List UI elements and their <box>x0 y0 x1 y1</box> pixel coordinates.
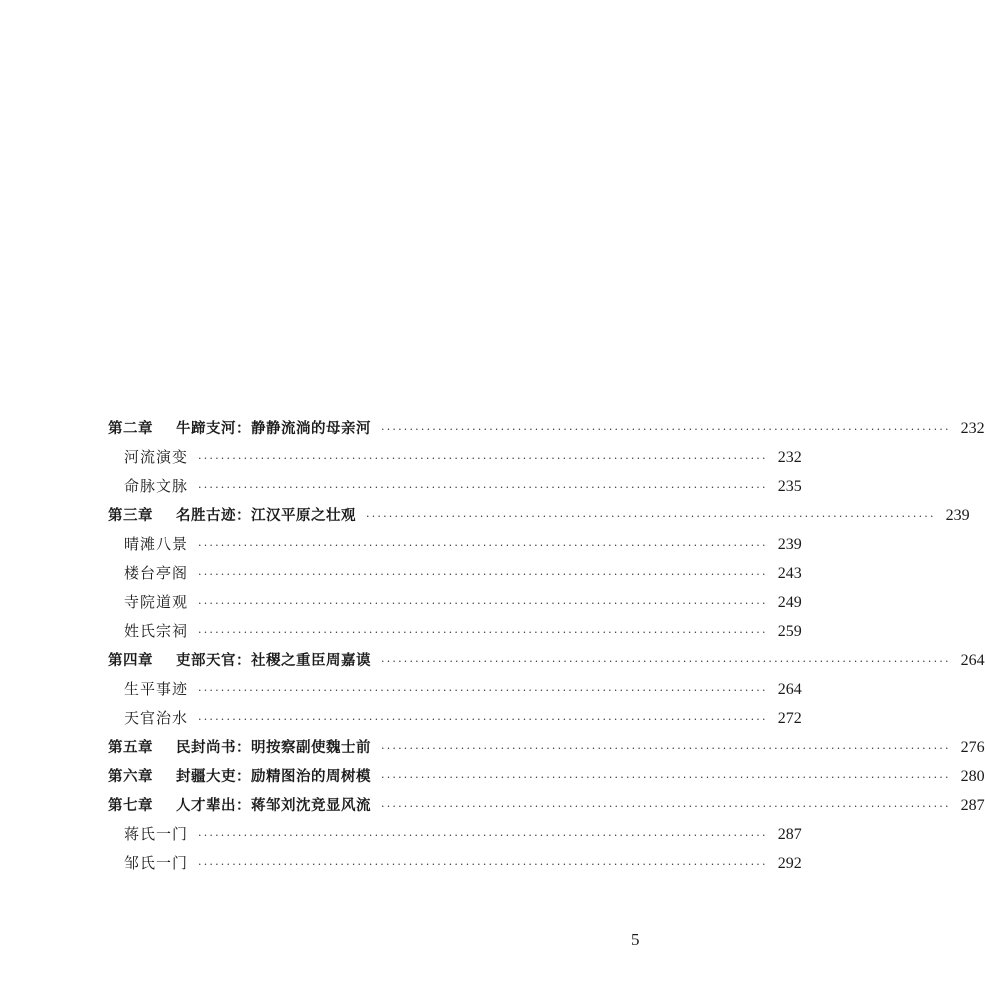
chapter-title: 吏部天官：社稷之重臣周嘉谟 <box>176 653 371 669</box>
chapter-title: 名胜古迹：江汉平原之壮观 <box>176 508 356 524</box>
section-title: 生平事迹 <box>124 680 189 698</box>
chapter-title: 人才辈出：蒋邹刘沈竞显风流 <box>176 798 371 814</box>
chapter-number: 第二章 <box>108 421 153 437</box>
toc-chapter-row[interactable] <box>108 646 985 675</box>
section-title: 寺院道观 <box>124 593 189 611</box>
chapter-title: 民封尚书：明按察副使魏士前 <box>176 740 371 756</box>
dot-leader: ···································································································· <box>198 829 768 842</box>
toc-section-row[interactable] <box>108 588 802 617</box>
dot-leader: ···································································································· <box>198 539 768 552</box>
chapter-title: 牛蹄支河：静静流淌的母亲河 <box>176 421 371 437</box>
toc-page-number: 264 <box>960 652 985 669</box>
toc-page-number: 276 <box>960 739 985 756</box>
toc-chapter-row[interactable] <box>108 501 970 530</box>
toc-section-row[interactable] <box>108 617 802 646</box>
chapter-title: 封疆大吏：励精图治的周树模 <box>176 769 371 785</box>
dot-leader: ···································································································· <box>198 597 768 610</box>
toc-page-number: 239 <box>777 536 802 553</box>
toc-page-number: 243 <box>777 565 802 582</box>
dot-leader: ···································································································· <box>198 684 768 697</box>
toc-chapter-row[interactable] <box>108 762 985 791</box>
dot-leader: ···································································································· <box>381 771 951 784</box>
dot-leader: ···································································································· <box>381 742 951 755</box>
section-title: 命脉文脉 <box>124 477 189 495</box>
dot-leader: ···································································································· <box>381 655 951 668</box>
toc-section-row[interactable] <box>108 675 802 704</box>
toc-page-number: 232 <box>960 420 985 437</box>
chapter-number: 第四章 <box>108 653 153 669</box>
toc-section-row[interactable] <box>108 704 802 733</box>
chapter-number: 第六章 <box>108 769 153 785</box>
toc-page-number: 287 <box>960 797 985 814</box>
section-title: 姓氏宗祠 <box>124 622 189 640</box>
toc-chapter-row[interactable] <box>108 791 985 820</box>
dot-leader: ···································································································· <box>198 481 768 494</box>
toc-page-number: 264 <box>777 681 802 698</box>
section-title: 邹氏一门 <box>124 854 189 872</box>
toc-page-number: 239 <box>945 507 970 524</box>
toc-page-number: 287 <box>777 826 802 843</box>
dot-leader: ···································································································· <box>381 800 951 813</box>
dot-leader: ···································································································· <box>198 626 768 639</box>
dot-leader: ···································································································· <box>198 568 768 581</box>
toc-page-number: 272 <box>777 710 802 727</box>
chapter-number: 第三章 <box>108 508 153 524</box>
toc-section-row[interactable] <box>108 559 802 588</box>
toc-page-number: 280 <box>960 768 985 785</box>
section-title: 天官治水 <box>124 709 189 727</box>
toc-chapter-row[interactable] <box>108 733 985 762</box>
toc-chapter-row[interactable] <box>108 414 985 443</box>
page-footer-number: 5 <box>631 930 640 949</box>
toc-section-row[interactable] <box>108 530 802 559</box>
toc-section-row[interactable] <box>108 472 802 501</box>
dot-leader: ···································································································· <box>366 510 936 523</box>
table-of-contents <box>108 414 985 878</box>
dot-leader: ···································································································· <box>381 423 951 436</box>
toc-page-number: 259 <box>777 623 802 640</box>
toc-page-number: 249 <box>777 594 802 611</box>
toc-section-row[interactable] <box>108 820 802 849</box>
toc-page-number: 232 <box>777 449 802 466</box>
toc-section-row[interactable] <box>108 443 802 472</box>
chapter-number: 第五章 <box>108 740 153 756</box>
toc-page-number: 235 <box>777 478 802 495</box>
dot-leader: ···································································································· <box>198 452 768 465</box>
section-title: 蒋氏一门 <box>124 825 189 843</box>
dot-leader: ···································································································· <box>198 713 768 726</box>
section-title: 楼台亭阁 <box>124 564 189 582</box>
section-title: 晴滩八景 <box>124 535 189 553</box>
toc-page-number: 292 <box>777 855 802 872</box>
toc-section-row[interactable] <box>108 849 802 878</box>
section-title: 河流演变 <box>124 448 189 466</box>
chapter-number: 第七章 <box>108 798 153 814</box>
dot-leader: ···································································································· <box>198 858 768 871</box>
